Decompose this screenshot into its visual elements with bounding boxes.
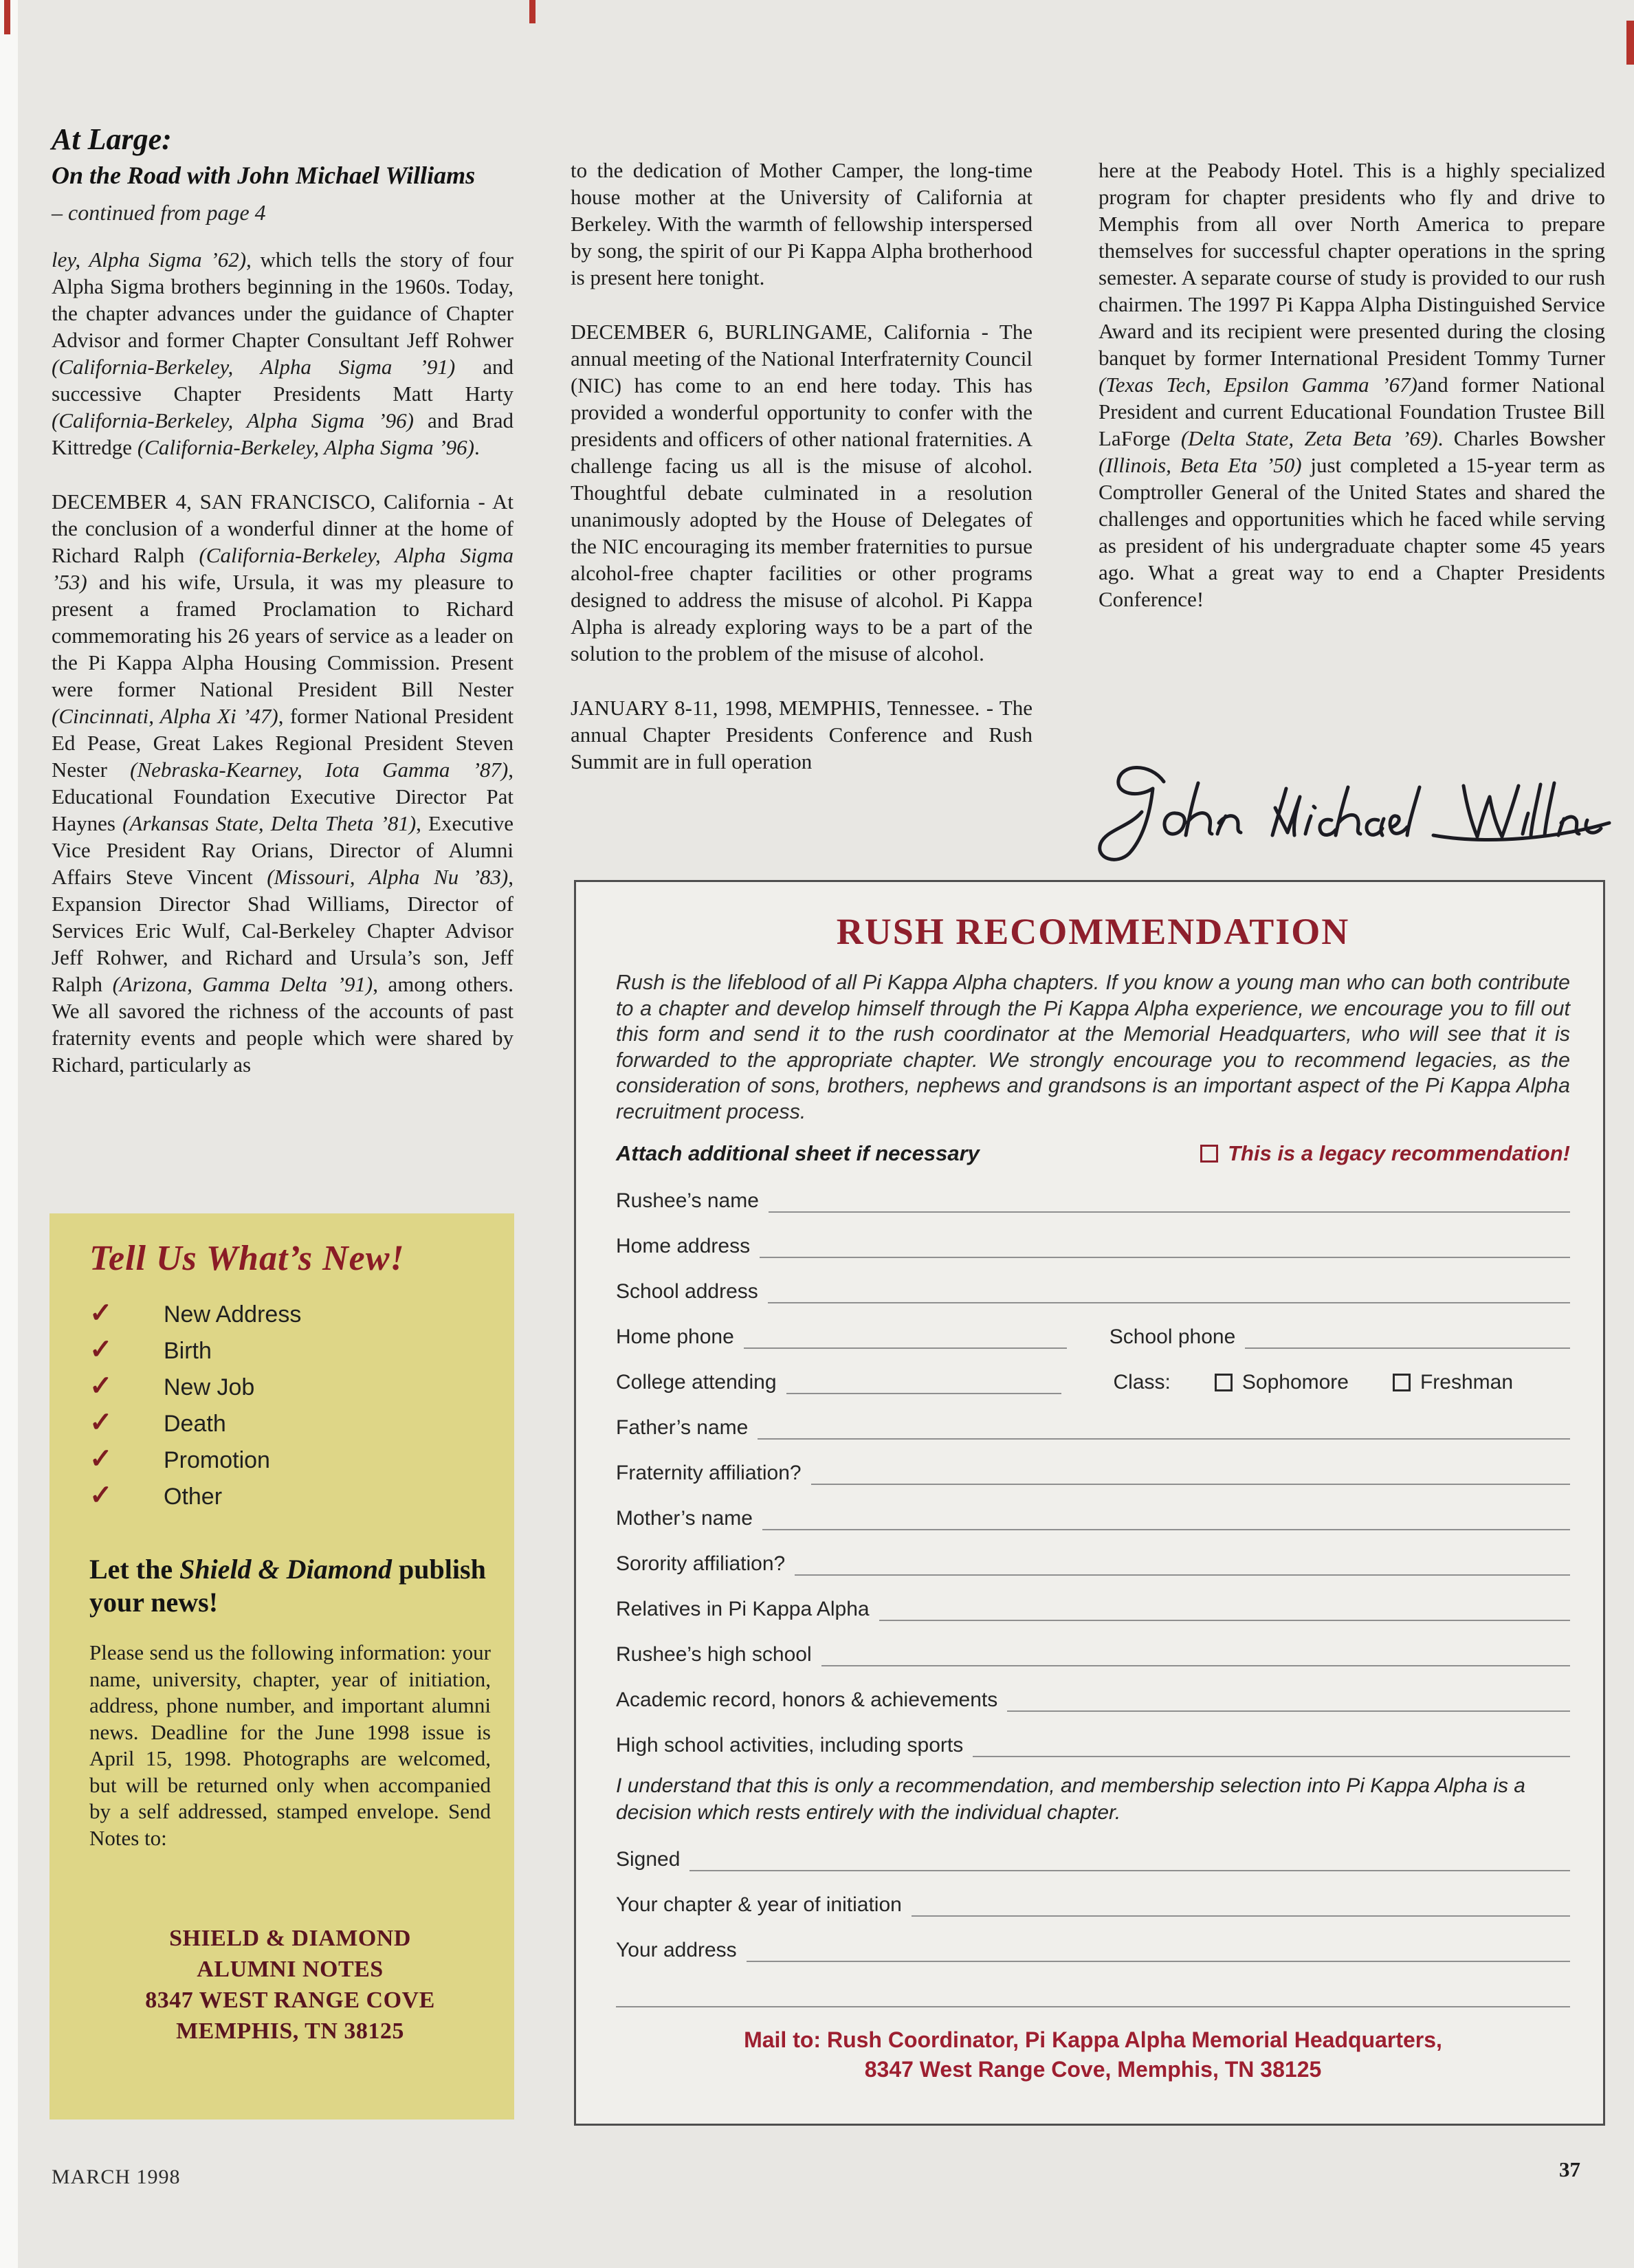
italic-text: (California-Berkeley, Alpha Sigma ’96) (52, 408, 414, 433)
article-paragraph (571, 157, 1033, 291)
mailto-line: Mail to: Rush Coordinator, Pi Kappa Alpha Memorial Headquarters, (744, 2027, 1442, 2052)
field-label: College attending (616, 1371, 777, 1394)
field-blank-line (769, 1191, 1570, 1213)
form-field-row (616, 1599, 1570, 1621)
mailto-line: 8347 West Range Cove, Memphis, TN 38125 (864, 2057, 1322, 2082)
field-label: Class: (1113, 1371, 1171, 1394)
news-checklist-item (89, 1297, 491, 1334)
legacy-option (1200, 1141, 1570, 1166)
field-label: Home phone (616, 1325, 734, 1348)
field-label: Father’s name (616, 1416, 749, 1439)
italic-text: (Delta State, Zeta Beta ’69) (1180, 426, 1438, 450)
form-title: RUSH RECOMMENDATION (836, 911, 1350, 952)
field-blank-line (747, 1940, 1570, 1962)
field-blank-line (1007, 1690, 1570, 1712)
form-field-row (616, 1690, 1570, 1712)
italic-text: (Nebraska-Kearney, Iota Gamma ’87) (130, 758, 509, 782)
form-field-row (616, 1895, 1570, 1917)
checkmark-icon: ✓ (89, 1371, 113, 1401)
text: , among others. We all savored the richness of the accounts of past fraternity events and people which were shared by Richard, particularly as (52, 972, 514, 1077)
legacy-label: This is a legacy recommendation! (1228, 1141, 1570, 1165)
checkbox-icon (1200, 1145, 1218, 1163)
form-field-row (616, 1281, 1570, 1303)
field-label: Mother’s name (616, 1507, 753, 1530)
checkmark-icon: ✓ (89, 1334, 113, 1365)
article-column-2 (571, 157, 1033, 775)
form-field-row (616, 1463, 1570, 1485)
form-field-row (616, 1554, 1570, 1576)
text: and former National President and current Educational Foundation Trustee Bill LaForge (1098, 373, 1605, 450)
field-blank-line (744, 1327, 1067, 1349)
field-blank-line (616, 1985, 1570, 2007)
text: . Charles Bowsher (1437, 426, 1606, 450)
field-blank-line (1245, 1327, 1570, 1349)
checkmark-icon: ✓ (89, 1407, 113, 1438)
text: Let the (89, 1554, 180, 1585)
text: to the dedication of Mother Camper, the long-time house mother at the University of California at Berkeley. With the warmth of fellowship interspersed by song, the spirit of our Pi Kappa Alpha brotherhood is present here tonight. (571, 158, 1033, 289)
checkmark-icon: ✓ (89, 1480, 113, 1510)
italic-text: (Texas Tech, Epsilon Gamma ’67) (1098, 373, 1417, 397)
news-item-label: New Address (164, 1301, 302, 1328)
address-line: ALUMNI NOTES (197, 1957, 384, 1982)
field-label: School address (616, 1280, 758, 1303)
page-number: 37 (1559, 2157, 1580, 2181)
news-checklist-item (89, 1443, 491, 1479)
form-field-row (616, 1644, 1570, 1666)
field-blank-line (758, 1418, 1570, 1440)
mailto-block (616, 2025, 1570, 2084)
field-blank-line (762, 1508, 1570, 1530)
field-blank-line (760, 1236, 1570, 1258)
class-option-label: Sophomore (1241, 1371, 1349, 1394)
news-checklist-item (89, 1370, 491, 1407)
italic-text: (California-Berkeley, Alpha Sigma ’53) (52, 543, 514, 595)
field-label: Fraternity affiliation? (616, 1462, 802, 1484)
field-label: Rushee’s high school (616, 1643, 812, 1666)
field-label: Home address (616, 1235, 751, 1257)
checkbox-icon (1393, 1374, 1411, 1391)
form-disclaimer: I understand that this is only a recommendation, and membership selection into Pi Kappa Alpha is a decision which rests entirely with the individual chapter. (616, 1774, 1525, 1824)
news-checklist-item (89, 1334, 491, 1370)
article-text (52, 246, 514, 1078)
field-label: Rushee’s name (616, 1189, 759, 1212)
form-field-row (616, 1327, 1570, 1349)
field-blank-line (821, 1644, 1570, 1666)
italic-text: (Arkansas State, Delta Theta ’81) (122, 811, 417, 836)
italic-text: (California-Berkeley, Alpha Sigma ’96) (137, 435, 475, 460)
form-field-row (616, 1236, 1570, 1258)
checkmark-icon: ✓ (89, 1298, 113, 1328)
field-blank-line (912, 1895, 1570, 1917)
address-line: 8347 WEST RANGE COVE (145, 1988, 435, 2013)
address-line: MEMPHIS, TN 38125 (176, 2018, 404, 2044)
news-body: Please send us the following information: your name, university, chapter, year of initiation, address, phone number, and important alumni news. Deadline for the June 1998 issue is April 15, 1998. Photographs are welcomed, but will be returned only when accompanied by a self addressed, stamped envelope. Send Notes to: (89, 1640, 491, 1850)
field-blank-line (786, 1372, 1061, 1394)
registration-mark (1626, 21, 1634, 65)
italic-text: (Arizona, Gamma Delta ’91) (112, 972, 373, 997)
text: JANUARY 8-11, 1998, MEMPHIS, Tennessee. - The annual Chapter Presidents Conference and Rush Summit are in full operation (571, 696, 1033, 773)
form-field-row (616, 1418, 1570, 1440)
news-mailing-address (89, 1923, 491, 2047)
footer-issue-date: MARCH 1998 (52, 2166, 181, 2188)
scan-edge (0, 0, 18, 2268)
checkbox-icon (1215, 1374, 1233, 1391)
registration-mark (529, 0, 536, 23)
article-paragraph (571, 694, 1033, 775)
news-item-label: Other (164, 1484, 223, 1510)
article-title: At Large: (52, 122, 172, 156)
form-field-row (616, 1985, 1570, 2007)
form-field-row (616, 1508, 1570, 1530)
italic-text: ley, Alpha Sigma ’62), (52, 247, 252, 272)
registration-mark (4, 0, 10, 34)
form-field-row (616, 1849, 1570, 1871)
checkmark-icon: ✓ (89, 1444, 113, 1474)
article-subtitle: On the Road with John Michael Williams (52, 162, 476, 190)
field-label: Academic record, honors & achievements (616, 1688, 998, 1711)
article-paragraph (52, 246, 514, 461)
attach-note: Attach additional sheet if necessary (616, 1141, 980, 1165)
article-paragraph (1098, 157, 1605, 613)
italic-text: (Missouri, Alpha Nu ’83) (267, 865, 509, 890)
form-field-row (616, 1191, 1570, 1213)
class-option (1215, 1371, 1349, 1394)
text: and Brad Kittredge (52, 408, 514, 460)
field-blank-line (973, 1735, 1570, 1757)
news-checklist-item (89, 1407, 491, 1443)
tell-us-whats-new-box (49, 1213, 514, 2120)
text: , Executive Vice President Ray Orians, Director of Alumni Affairs Steve Vincent (52, 811, 514, 890)
news-subhead (89, 1553, 491, 1619)
news-item-label: Promotion (164, 1447, 270, 1473)
field-label: Sorority affiliation? (616, 1552, 786, 1575)
form-fields (616, 1191, 1570, 2007)
field-blank-line (879, 1599, 1570, 1621)
text: , former National President Ed Pease, Great Lakes Regional President Steven Nester (52, 704, 514, 782)
class-option (1393, 1371, 1513, 1394)
form-intro: Rush is the lifeblood of all Pi Kappa Alpha chapters. If you know a young man who can both contribute to a chapter and develop himself through the Pi Kappa Alpha experience, we encourage you to fill out this form and send it to the rush coordinator at the Memorial Headquarters, who will see that it is forwarded to the appropriate chapter. We strongly encourage you to recommend legacies, as the consideration of sons, brothers, nephews and grandsons is an important aspect of the Pi Kappa Alpha recruitment process. (616, 971, 1570, 1123)
text: publish your news! (89, 1554, 486, 1618)
field-label: Your address (616, 1939, 737, 1961)
field-label: Your chapter & year of initiation (616, 1893, 902, 1916)
text: . (474, 435, 480, 460)
article-paragraph (571, 318, 1033, 667)
class-option-label: Freshman (1420, 1371, 1514, 1394)
text: and successive Chapter Presidents Matt Harty (52, 355, 514, 406)
form-field-row (616, 1940, 1570, 1962)
field-label: Relatives in Pi Kappa Alpha (616, 1598, 870, 1620)
italic-text: (Cincinnati, Alpha Xi ’47) (52, 704, 278, 729)
news-checklist (89, 1297, 491, 1516)
field-label: Signed (616, 1848, 681, 1871)
article-paragraph (52, 488, 514, 1078)
text: and his wife, Ursula, it was my pleasure to present a framed Proclamation to Richard commemorating his 26 years of service as a leader on the Pi Kappa Alpha Housing Commission. Present were former National President Bill Nester (52, 570, 514, 702)
attach-legacy-row (616, 1140, 1570, 1167)
continued-note: – continued from page 4 (52, 199, 266, 225)
text: DECEMBER 4, SAN FRANCISCO, California - At the conclusion of a wonderful dinner at the home of Richard Ralph (52, 489, 514, 568)
form-field-row (616, 1735, 1570, 1757)
article-column-1 (52, 124, 514, 1078)
form-field-row (616, 1372, 1570, 1394)
text: here at the Peabody Hotel. This is a highly specialized program for chapter presidents who fly and drive to Memphis from all over North America to prepare themselves for successful chapter operations in the spring semester. A separate course of study is provided to our rush chairmen. The 1997 Pi Kappa Alpha Distinguished Service Award and its recipient were presented during the closing banquet by former International President Tommy Turner (1098, 158, 1605, 370)
text: which tells the story of four Alpha Sigma brothers beginning in the 1960s. Today, the chapter advances under the guidance of Chapter Advisor and former Chapter Consultant Jeff Rohwer (52, 247, 514, 353)
text: just completed a 15-year term as Comptroller General of the United States and shared the challenges and opportunities which he faced while serving as president of his undergraduate chapter some 45 years ago. What a great way to end a Chapter Presidents Conference! (1098, 453, 1605, 611)
address-line: SHIELD & DIAMOND (169, 1926, 411, 1951)
text: DECEMBER 6, BURLINGAME, California - The annual meeting of the National Interfraternity Council (NIC) has come to an end here today. This has provided a wonderful opportunity to confer with the presidents and officers of other national fraternities. A challenge facing us all is the misuse of alcohol. Thoughtful debate culminated in a resolution unanimously adopted by the House of Delegates of the NIC encouraging its member fraternities to pursue alcohol-free chapter facilities or other programs designed to address the misuse of alcohol. Pi Kappa Alpha is already exploring ways to be a part of the solution to the problem of the misuse of alcohol. (571, 320, 1033, 665)
field-blank-line (795, 1554, 1570, 1576)
field-blank-line (768, 1281, 1570, 1303)
italic-text: (California-Berkeley, Alpha Sigma ’91) (52, 355, 456, 379)
news-item-label: New Job (164, 1374, 255, 1400)
italic-text: Shield & Diamond (179, 1554, 393, 1585)
field-label: School phone (1109, 1325, 1236, 1348)
field-label: High school activities, including sports (616, 1734, 964, 1757)
news-checklist-item (89, 1479, 491, 1516)
signature-john-michael-williams (1090, 753, 1612, 873)
rush-recommendation-form (574, 880, 1605, 2126)
text: , Expansion Director Shad Williams, Director of Services Eric Wulf, Cal-Berkeley Chapter Advisor Jeff Rohwer, and Richard and Ursula’s son, Jeff Ralph (52, 865, 514, 997)
article-column-3 (1098, 157, 1605, 613)
news-item-label: Death (164, 1411, 226, 1437)
text: , Educational Foundation Executive Director Pat Haynes (52, 758, 514, 836)
news-item-label: Birth (164, 1338, 212, 1364)
field-blank-line (689, 1849, 1570, 1871)
italic-text: (Illinois, Beta Eta ’50) (1098, 453, 1302, 477)
field-blank-line (811, 1463, 1570, 1485)
news-box-title: Tell Us What’s New! (89, 1239, 405, 1278)
